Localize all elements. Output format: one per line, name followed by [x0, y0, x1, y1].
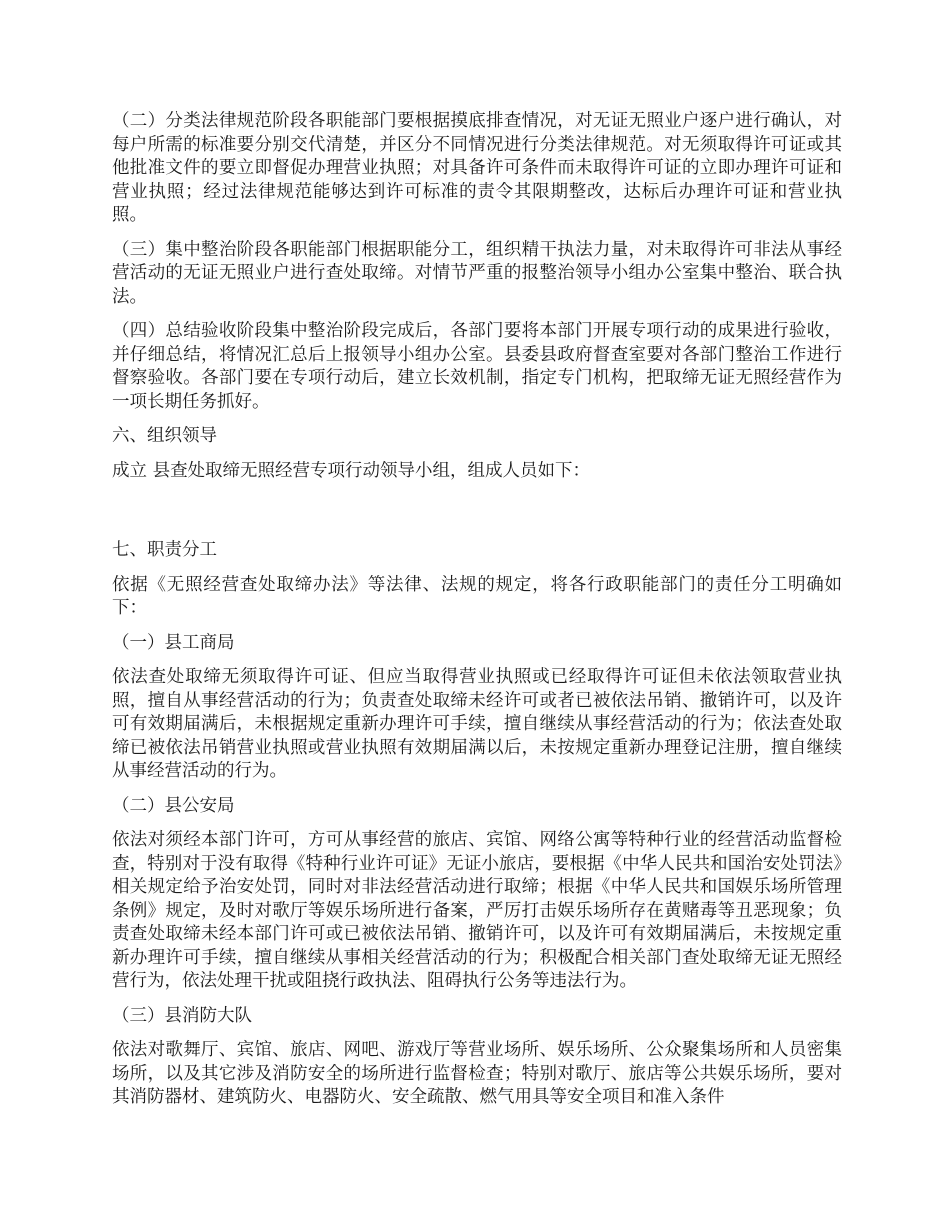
section-heading-organization: 六、组织领导 [112, 426, 217, 446]
paragraph-leading-group: 成立 县查处取缔无照经营专项行动领导小组，组成人员如下： [112, 460, 591, 481]
document-body [112, 110, 842, 1121]
paragraph-responsibility-intro: 依据《无照经营查处取缔办法》等法律、法规的规定，将各行政职能部门的责任分工明确如下： [112, 574, 842, 618]
subheading-public-security: （二）县公安局 [112, 795, 235, 816]
paragraph-stage-two: （二）分类法律规范阶段各职能部门要根据摸底排查情况，对无证无照业户逐户进行确认，对每户所需的标准要分别交代清楚，并区分不同情况进行分类法律规范。对无须取得许可证或其他批准文件的要立即督促办理营业执照；对具备许可条件而未取得许可证的立即办理许可证和营业执照；经过法律规范能够达到许可标准的责令其限期整改，达标后办理许可证和营业执照。 [112, 111, 842, 225]
section-heading-responsibilities: 七、职责分工 [112, 540, 217, 560]
paragraph-fire-brigade: 依法对歌舞厅、宾馆、旅店、网吧、游戏厅等营业场所、娱乐场所、公众聚集场所和人员密集场所，以及其它涉及消防安全的场所进行监督检查；特别对歌厅、旅店等公共娱乐场所，要对其消防器材、建筑防火、电器防火、安全疏散、燃气用具等安全项目和准入条件 [112, 1040, 842, 1107]
subheading-commerce-bureau: （一）县工商局 [112, 632, 235, 653]
paragraph-commerce-bureau: 依法查处取缔无须取得许可证、但应当取得营业执照或已经取得许可证但未依法领取营业执照，擅自从事经营活动的行为；负责查处取缔未经许可或者已被依法吊销、撤销许可，以及许可有效期届满后，未根据规定重新办理许可手续，擅自继续从事经营活动的行为；依法查处取缔已被依法吊销营业执照或营业执照有效期届满以后，未按规定重新办理登记注册，擅自继续从事经营活动的行为。 [112, 667, 842, 781]
blank-space [112, 494, 842, 539]
subheading-fire-brigade: （三）县消防大队 [112, 1005, 252, 1026]
paragraph-public-security: 依法对须经本部门许可，方可从事经营的旅店、宾馆、网络公寓等特种行业的经营活动监督检查，特别对于没有取得《特种行业许可证》无证小旅店，要根据《中华人民共和国治安处罚法》相关规定给予治安处罚，同时对非法经营活动进行取缔；根据《中华人民共和国娱乐场所管理条例》规定，及时对歌厅等娱乐场所进行备案，严厉打击娱乐场所存在黄赌毒等丑恶现象；负责查处取缔未经本部门许可或已被依法吊销、撤销许可，以及许可有效期届满后，未按规定重新办理许可手续，擅自继续从事相关经营活动的行为；积极配合相关部门查处取缔无证无照经营行为，依法处理干扰或阻挠行政执法、阻碍执行公务等违法行为。 [112, 830, 842, 991]
paragraph-stage-four: （四）总结验收阶段集中整治阶段完成后，各部门要将本部门开展专项行动的成果进行验收，并仔细总结，将情况汇总后上报领导小组办公室。县委县政府督查室要对各部门整治工作进行督察验收。各部门要在专项行动后，建立长效机制，指定专门机构，把取缔无证无照经营作为一项长期任务抓好。 [112, 321, 842, 412]
paragraph-stage-three: （三）集中整治阶段各职能部门根据职能分工，组织精干执法力量，对未取得许可非法从事经营活动的无证无照业户进行查处取缔。对情节严重的报整治领导小组办公室集中整治、联合执法。 [112, 239, 842, 307]
